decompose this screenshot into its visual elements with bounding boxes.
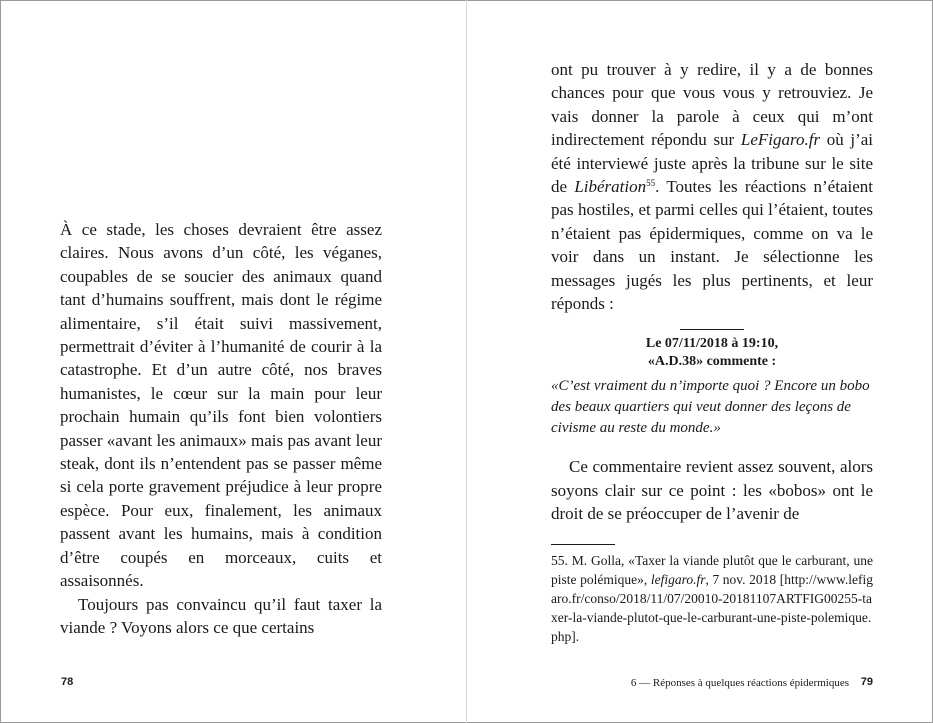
footnote-number: 55. <box>551 553 568 568</box>
right-page-body <box>551 58 873 526</box>
paragraph-text: ont pu trouver à y redire, il y a de bonnes chances pour que vous vous y retrouviez. Je vais donner la parole à ceux qui m’ont indirectement répondu sur <box>551 60 873 150</box>
page-number-right: 79 <box>860 676 873 688</box>
comment-divider <box>680 329 744 330</box>
running-head: 6 — Réponses à quelques réactions épidermiques <box>630 677 849 689</box>
comment-author: «A.D.38» commente : <box>647 353 777 369</box>
source-name-figaro: LeFigaro.fr <box>740 130 821 150</box>
body-paragraph: Ce commentaire revient assez souvent, alors soyons clair sur ce point : les «bobos» ont le droit de se préoccuper de l’avenir de <box>551 457 873 524</box>
book-gutter <box>466 0 467 723</box>
footnote-body: M. Golla, «Taxer la viande plutôt que le carburant, une piste polémique», <box>551 553 873 587</box>
footnote-source: lefigaro.fr <box>650 572 706 587</box>
body-paragraph: Toujours pas convaincu qu’il faut taxer la viande ? Voyons alors ce que certains <box>60 594 382 637</box>
comment-date: Le 07/11/2018 à 19:10, <box>645 336 779 352</box>
body-paragraph: À ce stade, les choses devraient être assez claires. Nous avons d’un côté, les véganes, coupables de se soucier des animaux quand tant d’humains souffrent, mais dont le régime alimentaire, s’il était suivi massivement, permettrait d’éviter à l’humanité de courir à la catastrophe. Et d’un autre côté, nos braves humanistes, le cœur sur la main pour leur prochain humain qu’ils font bien volontiers passer «avant les animaux» mais pas avant leur steak, dont ils n’entendent pas se passer même si cela porte gravement préjudice à leur propre espèce. Pour eux, finalement, les animaux passent avant les humains, mais à condition d’être coupés en morceaux, cuits et assaisonnés. <box>60 220 382 591</box>
footnote <box>551 544 873 646</box>
left-page-body <box>60 218 382 639</box>
footnote-reference: 55 <box>646 178 656 189</box>
source-name-liberation: Libération <box>574 177 647 197</box>
paragraph-text: où j’ai été interviewé juste après la tribune sur le site de <box>551 130 873 197</box>
footnote-text <box>551 551 873 646</box>
footnote-body: , 7 nov. 2018 [http://www.lefigaro.fr/conso/2018/11/07/20010-20181107ARTFIG00255-taxer-la-viande-plutot-que-le-carburant-une-piste-polemique.php]. <box>551 572 874 644</box>
page-number-left: 78 <box>61 676 74 688</box>
paragraph-text: . Toutes les réactions n’étaient pas hostiles, et parmi celles qui l’étaient, toutes n’étaient pas épidermiques, comme on va le voir dans un instant. Je sélectionne les messages jugés les plus pertinents, et leur réponds : <box>551 177 873 314</box>
footnote-divider <box>551 544 615 545</box>
body-paragraph <box>551 58 873 315</box>
comment-quote: «C’est vraiment du n’importe quoi ? Encore un bobo des beaux quartiers qui veut donner des leçons de civisme au reste du monde.» <box>551 378 870 437</box>
